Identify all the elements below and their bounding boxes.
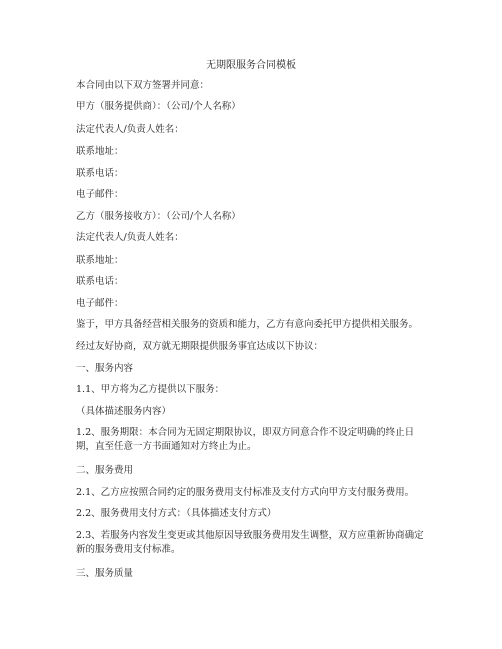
party-b-representative: 法定代表人/负责人姓名： [76,232,184,243]
agreement-line: 经过友好协商，双方就无期限提供服务事宜达成以下协议： [76,341,324,352]
clause-2-1: 2.1、乙方应按照合同约定的服务费用支付标准及支付方式向甲方支付服务费用。 [76,487,415,498]
section-heading-2: 二、服务费用 [76,465,134,476]
party-b-address: 联系地址： [76,255,124,266]
service-description: （具体描述服务内容） [76,406,172,417]
recital-line: 鉴于，甲方具备经营相关服务的资质和能力，乙方有意向委托甲方提供相关服务。 [76,319,419,330]
clause-2-3: 2.3、若服务内容发生变更或其他原因导致服务费用发生调整，双方应重新协商确定新的服务费用支付标准。 [76,530,424,555]
clause-1-1: 1.1、甲方将为乙方提供以下服务： [76,384,225,395]
section-heading-1: 一、服务内容 [76,363,134,374]
party-a-address: 联系地址： [76,146,124,157]
party-a-email: 电子邮件： [76,189,124,200]
party-a-line: 甲方（服务提供商）：（公司/个人名称） [76,101,241,112]
clause-2-2: 2.2、服务费用支付方式：（具体描述支付方式） [76,508,277,519]
party-a-representative: 法定代表人/负责人姓名： [76,124,184,135]
party-b-email: 电子邮件： [76,298,124,309]
document-title: 无期限服务合同模板 [206,60,296,71]
section-heading-3: 三、服务质量 [76,568,134,579]
party-a-phone: 联系电话： [76,168,124,179]
clause-1-2: 1.2、服务期限：本合同为无固定期限协议，即双方同意合作不设定明确的终止日期，直至任意一方书面通知对方终止为止。 [76,427,415,452]
party-b-phone: 联系电话： [76,276,124,287]
intro-line: 本合同由以下双方签署并同意： [76,80,210,91]
party-b-line: 乙方（服务接收方）：（公司/个人名称） [76,211,241,222]
